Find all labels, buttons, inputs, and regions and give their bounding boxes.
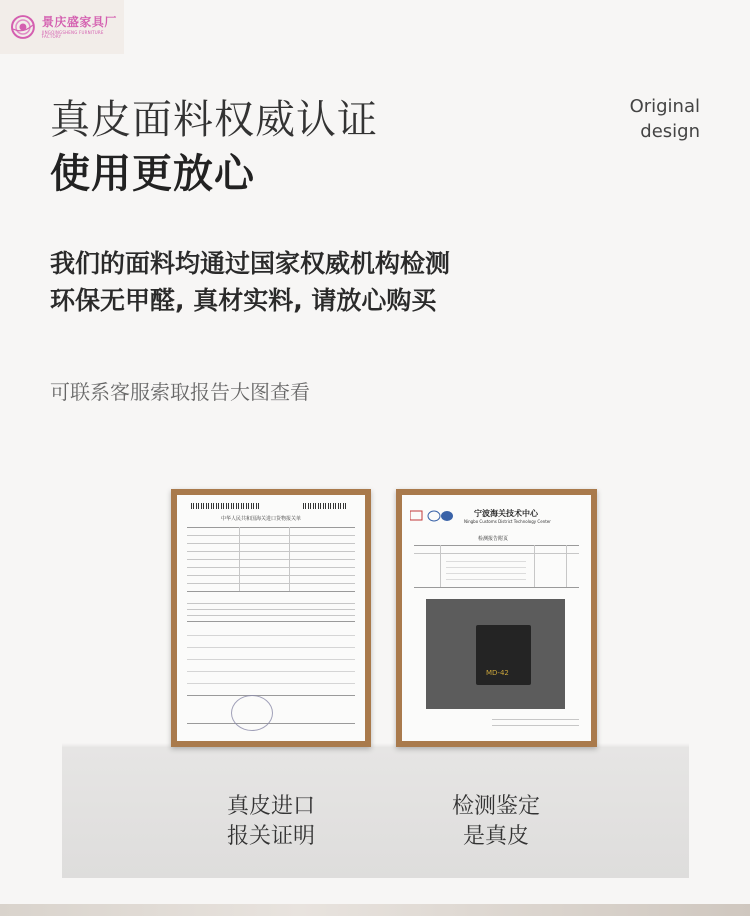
caption-right-line1: 检测鉴定 xyxy=(451,794,540,819)
inspection-report-frame[interactable] xyxy=(396,489,597,747)
declaration-heading: 中华人民共和国海关进口货物报关单 xyxy=(221,516,302,522)
contact-note: 可联系客服索取报告大图查看 xyxy=(50,380,310,404)
caption-inspection-result xyxy=(421,792,571,852)
lab-name: 宁波海关技术中心 xyxy=(474,509,538,518)
body-text-line1: 我们的面料均通过国家权威机构检测 xyxy=(50,249,451,278)
bottom-image-strip xyxy=(0,904,750,916)
page-subtitle: 使用更放心 xyxy=(50,151,255,197)
caption-left-line1: 真皮进口 xyxy=(226,794,315,819)
display-stand xyxy=(62,748,689,878)
leather-sample-photo xyxy=(426,599,565,709)
brand-logo xyxy=(0,0,124,54)
brand-name: 景庆盛家具厂 xyxy=(41,14,117,29)
cma-cnas-logos-icon xyxy=(410,509,454,523)
caption-right-line2: 是真皮 xyxy=(462,824,529,849)
brand-logo-icon xyxy=(10,14,36,40)
report-title: 检测报告附页 xyxy=(478,536,509,542)
barcode-icon xyxy=(191,503,261,509)
page-title: 真皮面料权威认证 xyxy=(50,97,378,143)
lab-name-en: Ningbo Customs District Technology Center xyxy=(464,519,551,524)
caption-customs-proof xyxy=(196,792,346,852)
body-text-line2: 环保无甲醛, 真材实料, 请放心购买 xyxy=(50,286,437,315)
brand-name-en: JINGQINGSHENG FURNITURE FACTORY xyxy=(41,29,104,39)
badge-line2: design xyxy=(640,121,700,142)
badge-line1: Original xyxy=(629,96,700,117)
customs-declaration-frame[interactable] xyxy=(171,489,371,747)
original-design-badge xyxy=(630,94,700,144)
swatch-label: MD-42 xyxy=(486,669,509,677)
official-stamp-icon xyxy=(231,695,273,731)
barcode-icon xyxy=(303,503,347,509)
customs-declaration-document xyxy=(177,495,365,741)
inspection-report-document xyxy=(402,495,591,741)
caption-left-line2: 报关证明 xyxy=(226,824,315,849)
